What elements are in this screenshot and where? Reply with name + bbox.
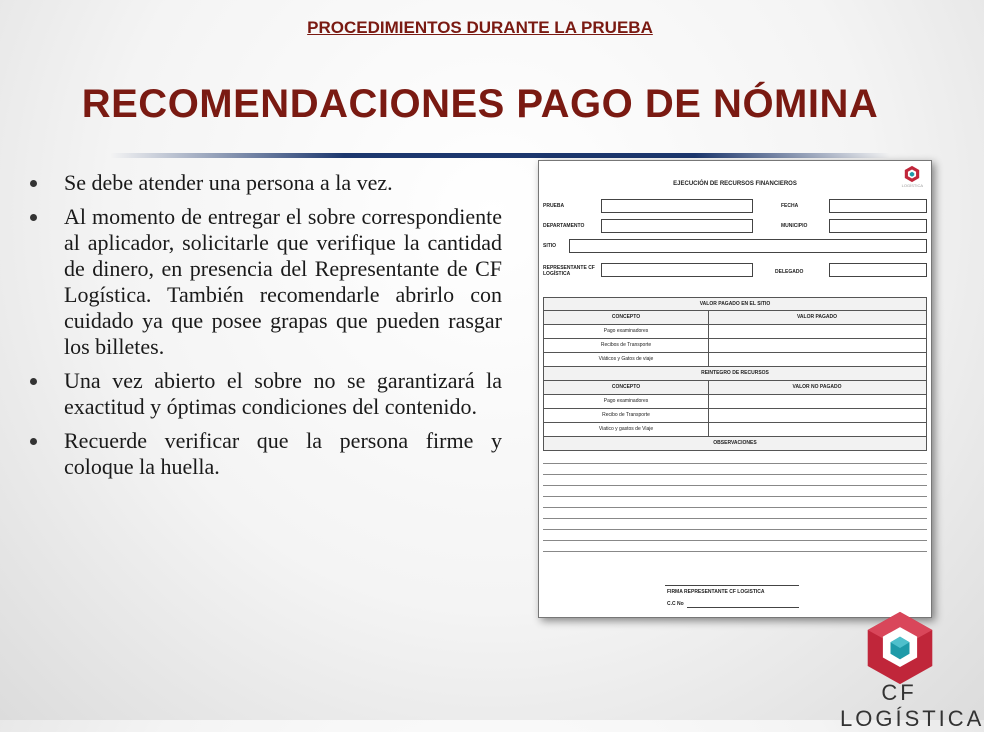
field-representante (601, 263, 753, 277)
bullet-icon (30, 378, 37, 385)
field-sitio (569, 239, 927, 253)
obs-line (543, 463, 927, 464)
field-prueba (601, 199, 753, 213)
col-concepto: CONCEPTO (544, 381, 709, 394)
obs-line (543, 540, 927, 541)
signature-label: FIRMA REPRESENTANTE CF LOGISTICA (667, 589, 765, 595)
payment-form-image (538, 160, 932, 618)
cc-label: C.C No (667, 601, 684, 607)
row-concept: Pago examinadores (544, 395, 709, 408)
form-logo-icon (903, 165, 921, 183)
label-representante: REPRESENTANTE CF LOGÍSTICA (543, 265, 595, 277)
label-sitio: SITIO (543, 243, 557, 249)
cc-line (687, 607, 799, 608)
field-delegado (829, 263, 927, 277)
table-row (543, 409, 927, 423)
row-concept: Recibo de Transporte (544, 409, 709, 422)
refund-header: REINTEGRO DE RECURSOS (543, 367, 927, 381)
bullet-icon (30, 180, 37, 187)
obs-line (543, 529, 927, 530)
bullet-text: Recuerde verificar que la persona firme y coloque la huella. (64, 428, 502, 479)
bullet-text: Al momento de entregar el sobre correspondiente al aplicador, solicitarle que verifique la cantidad de dinero, en presencia del Representante de CF Logística. También recomendarle abrirlo con cuidado ya que posee grapas que pueden rasgar los billetes. (64, 204, 502, 359)
bullet-item (30, 170, 502, 196)
paid-column-row (543, 311, 927, 325)
col-valor-no-pagado: VALOR NO PAGADO (792, 384, 842, 390)
row-concept: Pago examinadores (544, 325, 709, 338)
table-row (543, 339, 927, 353)
label-delegado: DELEGADO (775, 269, 804, 275)
paid-table (543, 297, 927, 451)
refund-column-row (543, 381, 927, 395)
slide-title: RECOMENDACIONES PAGO DE NÓMINA (81, 82, 879, 126)
bullet-text: Se debe atender una persona a la vez. (64, 170, 393, 195)
label-departamento: DEPARTAMENTO (543, 223, 585, 229)
observaciones-header: OBSERVACIONES (543, 437, 927, 451)
bullet-list (30, 170, 502, 488)
form-logo-text: LOGÍSTICA (901, 183, 923, 188)
field-municipio (829, 219, 927, 233)
bullet-item (30, 428, 502, 480)
col-concepto: CONCEPTO (544, 311, 709, 324)
col-valor-pagado: VALOR PAGADO (796, 314, 838, 320)
paid-header: VALOR PAGADO EN EL SITIO (543, 297, 927, 311)
brand-logo-text: CF LOGÍSTICA (840, 680, 984, 731)
bullet-item (30, 204, 502, 360)
bullet-icon (30, 214, 37, 221)
table-row (543, 395, 927, 409)
title-divider (110, 153, 890, 158)
obs-line (543, 485, 927, 486)
label-fecha: FECHA (781, 203, 799, 209)
label-prueba: PRUEBA (543, 203, 565, 209)
table-row (543, 325, 927, 339)
obs-line (543, 496, 927, 497)
section-subtitle: PROCEDIMIENTOS DURANTE LA PRUEBA (307, 18, 653, 37)
bullet-text: Una vez abierto el sobre no se garantizará la exactitud y óptimas condiciones del contenido. (64, 368, 502, 419)
row-concept: Viatico y gastos de Viaje (544, 423, 709, 436)
field-departamento (601, 219, 753, 233)
bullet-item (30, 368, 502, 420)
signature-line (665, 585, 799, 586)
table-row (543, 423, 927, 437)
row-concept: Viáticos y Gatos de viaje (544, 353, 709, 366)
table-row (543, 353, 927, 367)
label-municipio: MUNICIPIO (781, 223, 808, 229)
obs-line (543, 507, 927, 508)
bullet-icon (30, 438, 37, 445)
field-fecha (829, 199, 927, 213)
row-concept: Recibos de Transporte (544, 339, 709, 352)
obs-line (543, 551, 927, 552)
obs-line (543, 518, 927, 519)
form-title: EJECUCIÓN DE RECURSOS FINANCIEROS (673, 181, 797, 187)
obs-line (543, 474, 927, 475)
cf-logistica-logo-icon (862, 610, 938, 686)
